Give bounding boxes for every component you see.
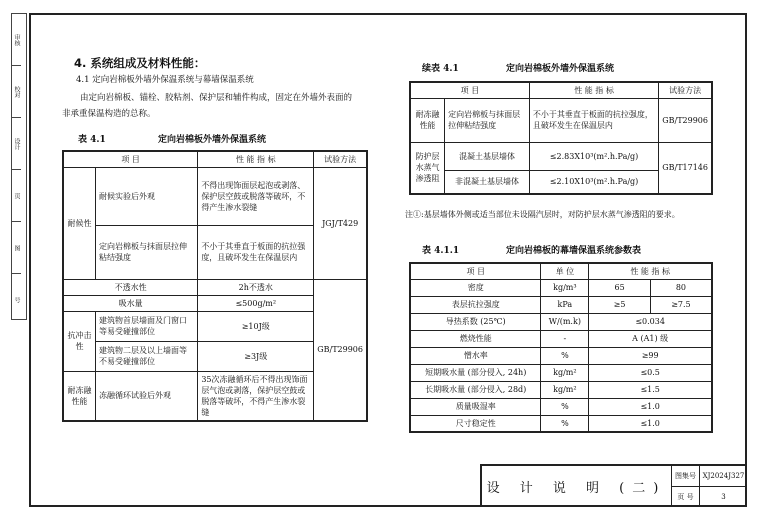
table-cell: 不透水性 [63,279,198,295]
binding-cell: 号 [13,296,20,303]
table-cell: 不得出现饰面层起泡或剥落、保护层空鼓或脱落等破坏，不得产生渗水裂缝 [198,167,314,225]
table-cell: 质量吸湿率 [410,398,541,415]
section-title: 4. 系统组成及材料性能： [74,56,206,70]
table-cell: 密度 [410,279,541,296]
table-cell: ≥5 [589,296,651,313]
table-header: 项 目 [410,82,529,98]
table-cell: 憎水率 [410,347,541,364]
table-header: 性 能 指 标 [529,82,658,98]
binding-cell: 审核 [12,14,21,66]
table-cell: 不小于其垂直于板面的抗拉强度，且破坏发生在保温层内 [198,225,314,279]
table-cell: 定向岩棉板与抹面层拉伸粘结强度 [95,225,197,279]
test-method: JGJ/T429 [314,167,367,279]
drawing-title: 设 计 说 明 (二) [482,466,672,507]
table-cell: ≤2.83X10³(m².h.Pa/g) [529,142,658,170]
table-cell: kg/m² [541,364,589,381]
table-cell: 2h不透水 [198,279,314,295]
table-cell: 80 [650,279,712,296]
table-header: 试验方法 [314,151,367,167]
table1-caption: 定向岩棉板外墙外保温系统 [158,135,267,145]
table2-caption: 定向岩棉板外墙外保温系统 [506,64,615,74]
table-cell: ≤2.10X10³(m².h.Pa/g) [529,170,658,194]
page-number: 3 [721,493,726,501]
table-cell: 建筑物二层及以上墙面等不易受碰撞部位 [95,341,197,371]
table-cell: 导热系数 (25℃) [410,313,541,330]
row-group-label: 防护层水蒸气渗透阻 [410,142,445,194]
table-cell: % [541,347,589,364]
test-method: GB/T29906 [314,279,367,421]
table-cell: 65 [589,279,651,296]
row-group-label: 耐候性 [63,167,95,279]
table-header: 试验方法 [659,82,712,98]
table3-number: 表 4.1.1 [422,246,460,256]
table-cell: 表层抗拉强度 [410,296,541,313]
table-cell: 35次冻融循环后不得出现饰面层气泡或剥落，保护层空鼓或脱落等破坏，不得产生渗水裂缝 [198,371,314,421]
table-header: 性 能 指 标 [198,151,314,167]
binding-strip [11,13,27,320]
table-cell: W/(m.k) [541,313,589,330]
test-method: GB/T29906 [659,98,712,142]
table-cell: 吸水量 [63,295,198,311]
table3 [409,262,713,433]
section-subtitle: 4.1 定向岩棉板外墙外保温系统与幕墙保温系统 [76,75,254,85]
section-paragraph: 非承重保温构造的总称。 [62,109,156,119]
table-cell: ≤1.0 [589,415,712,432]
table-cell: 非混凝土基层墙体 [445,170,530,194]
atlas-number: XJ2024J327 [700,466,747,487]
binding-cell: 设计 [12,118,21,170]
page-label: 页 号 [672,487,700,507]
table-cell: ≤0.034 [589,313,712,330]
binding-cell: 页 [12,170,21,222]
table-cell: ≤1.0 [589,398,712,415]
table-cell: ≥7.5 [650,296,712,313]
table2-number: 续表 4.1 [422,64,459,74]
table-cell: kg/m³ [541,279,589,296]
table-cell: ≤500g/m² [198,295,314,311]
table-cell: 冻融循环试验后外观 [95,371,197,421]
table-header: 项 目 [410,263,541,279]
row-group-label: 抗冲击性 [63,311,95,371]
table-cell: 燃烧性能 [410,330,541,347]
table-cell: 定向岩棉板与抹面层拉伸粘结强度 [445,98,530,142]
table-cell: A (A1) 级 [589,330,712,347]
binding-cell: 图 [12,222,21,274]
table-cell: kPa [541,296,589,313]
table-header: 项 目 [63,151,198,167]
table-header: 单 位 [541,263,589,279]
table2-note: 注①:基层墙体外侧或适当部位未设隔汽层时，对防护层水蒸气渗透阻的要求。 [405,210,680,219]
table-cell: ≤0.5 [589,364,712,381]
atlas-label: 图集号 [672,466,700,487]
table-cell: % [541,398,589,415]
table-cell: - [541,330,589,347]
table-cell: % [541,415,589,432]
table-cell: ≥3J级 [198,341,314,371]
table2 [409,81,713,195]
table-cell: 长期吸水量 (部分侵入, 28d) [410,381,541,398]
table-cell: 建筑物首层墙面及门窗口等易受碰撞部位 [95,311,197,341]
section-paragraph: 由定向岩棉板、锚栓、胶粘剂、保护层和辅件构成，固定在外墙外表面的 [80,93,353,103]
table-cell: kg/m² [541,381,589,398]
table-cell: 混凝土基层墙体 [445,142,530,170]
table-cell: ≥10J级 [198,311,314,341]
table-header: 性 能 指 标 [589,263,712,279]
table-cell: 耐候实验后外观 [95,167,197,225]
table-cell: ≤1.5 [589,381,712,398]
table3-caption: 定向岩棉板的幕墙保温系统参数表 [506,246,642,256]
test-method: GB/T17146 [659,142,712,194]
table1 [62,150,368,422]
table-cell: 不小于其垂直于板面的抗拉强度，且破坏发生在保温层内 [529,98,658,142]
title-block [480,464,747,507]
binding-cell: 校对 [12,66,21,118]
table-cell: ≥99 [589,347,712,364]
row-group-label: 耐冻融性能 [63,371,95,421]
row-group-label: 耐冻融性能 [410,98,445,142]
table-cell: 短期吸水量 (部分侵入, 24h) [410,364,541,381]
table-cell: 尺寸稳定性 [410,415,541,432]
table1-number: 表 4.1 [78,135,106,145]
